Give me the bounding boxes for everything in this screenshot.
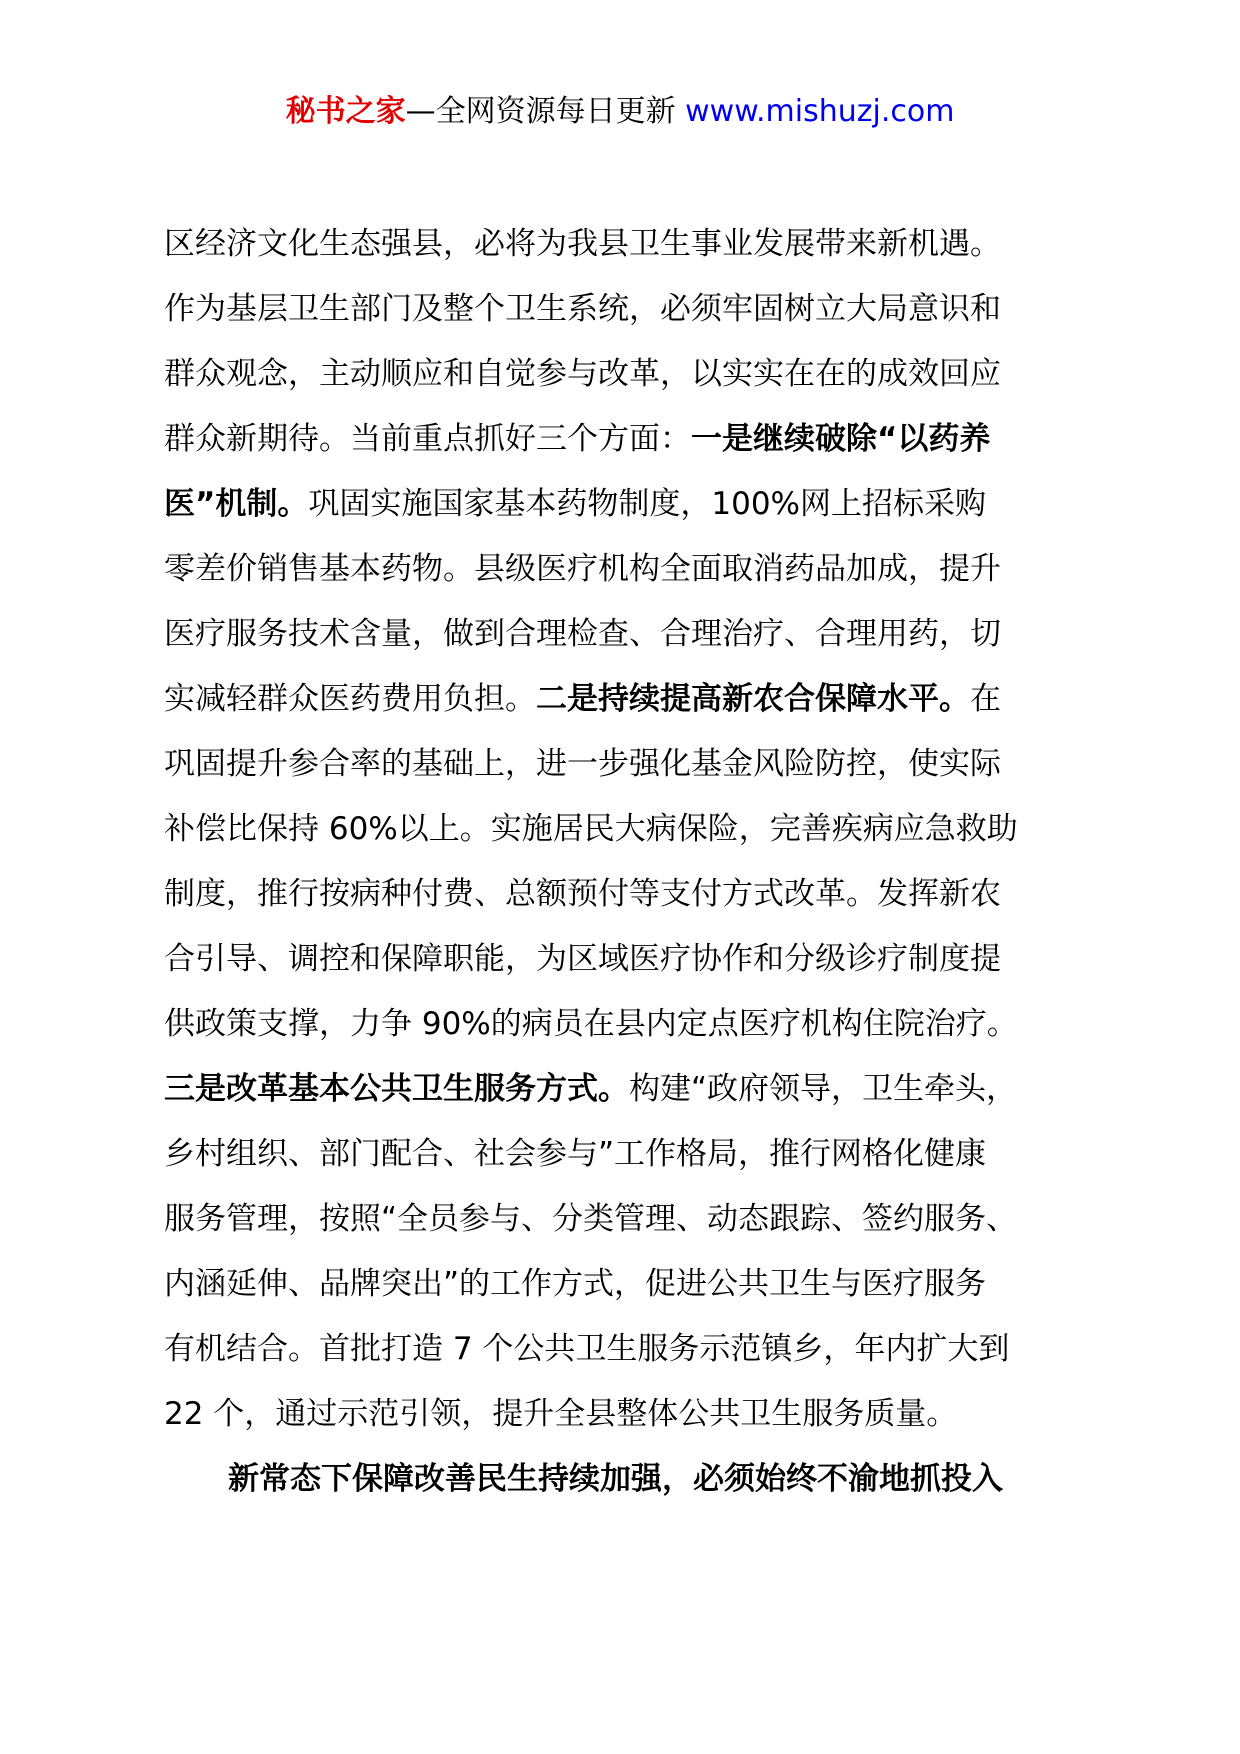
text-segment: 医疗服务技术含量，做到合理检查、合理治疗、合理用药，切	[164, 616, 1001, 652]
text-line	[164, 342, 1084, 407]
text-line	[164, 927, 1084, 992]
text-segment: 巩固实施国家基本药物制度，100%网上招标采购	[308, 486, 986, 522]
text-line	[164, 862, 1084, 927]
text-line	[164, 1122, 1084, 1187]
bold-text: 一是继续破除“以药养	[691, 421, 991, 457]
document-body	[164, 212, 1084, 1512]
text-segment: 零差价销售基本药物。县级医疗机构全面取消药品加成，提升	[164, 551, 1001, 587]
text-line	[164, 537, 1084, 602]
site-header	[0, 90, 1240, 134]
text-line	[164, 1187, 1084, 1252]
text-segment: 补偿比保持 60%以上。实施居民大病保险，完善疾病应急救助	[164, 811, 1018, 847]
text-segment: 群众新期待。当前重点抓好三个方面：	[164, 421, 691, 457]
text-line	[164, 602, 1084, 667]
text-line	[164, 1317, 1084, 1382]
text-segment: 作为基层卫生部门及整个卫生系统，必须牢固树立大局意识和	[164, 291, 1001, 327]
text-line	[164, 732, 1084, 797]
text-line	[164, 797, 1084, 862]
text-segment: 在	[970, 681, 1001, 717]
text-line	[164, 992, 1084, 1057]
header-slogan: —全网资源每日更新	[405, 94, 686, 129]
brand-name: 秘书之家	[285, 94, 406, 129]
text-segment: 合引导、调控和保障职能，为区域医疗协作和分级诊疗制度提	[164, 941, 1001, 977]
site-url-link[interactable]: www.mishuzj.com	[685, 94, 955, 129]
text-line	[164, 277, 1084, 342]
text-segment: 制度，推行按病种付费、总额预付等支付方式改革。发挥新农	[164, 876, 1001, 912]
bold-text: 新常态下保障改善民生持续加强，必须始终不渝地抓投入	[228, 1461, 1003, 1497]
bold-text: 三是改革基本公共卫生服务方式。	[164, 1071, 629, 1107]
text-segment: 实减轻群众医药费用负担。	[164, 681, 536, 717]
text-segment: 内涵延伸、品牌突出”的工作方式，促进公共卫生与医疗服务	[164, 1266, 987, 1302]
text-line	[164, 1057, 1084, 1122]
text-line	[164, 1447, 1084, 1512]
text-segment: 供政策支撑，力争 90%的病员在县内定点医疗机构住院治疗。	[164, 1006, 1018, 1042]
text-segment: 群众观念，主动顺应和自觉参与改革，以实实在在的成效回应	[164, 356, 1001, 392]
text-segment: 巩固提升参合率的基础上，进一步强化基金风险防控，使实际	[164, 746, 1001, 782]
text-line	[164, 472, 1084, 537]
text-segment: 有机结合。首批打造 7 个公共卫生服务示范镇乡，年内扩大到	[164, 1331, 1010, 1367]
bold-text: 医”机制。	[164, 486, 309, 522]
text-line	[164, 1382, 1084, 1447]
text-segment: 区经济文化生态强县，必将为我县卫生事业发展带来新机遇。	[164, 226, 1001, 262]
text-line	[164, 667, 1084, 732]
text-line	[164, 407, 1084, 472]
text-segment: 22 个，通过示范引领，提升全县整体公共卫生服务质量。	[164, 1396, 958, 1432]
bold-text: 二是持续提高新农合保障水平。	[536, 681, 970, 717]
paragraph	[164, 212, 1084, 1447]
text-line	[164, 1252, 1084, 1317]
text-line	[164, 212, 1084, 277]
text-segment: 服务管理，按照“全员参与、分类管理、动态跟踪、签约服务、	[164, 1201, 1018, 1237]
text-segment: 构建“政府领导，卫生牵头，	[629, 1071, 1018, 1107]
text-segment: 乡村组织、部门配合、社会参与”工作格局，推行网格化健康	[164, 1136, 987, 1172]
paragraph	[164, 1447, 1084, 1512]
